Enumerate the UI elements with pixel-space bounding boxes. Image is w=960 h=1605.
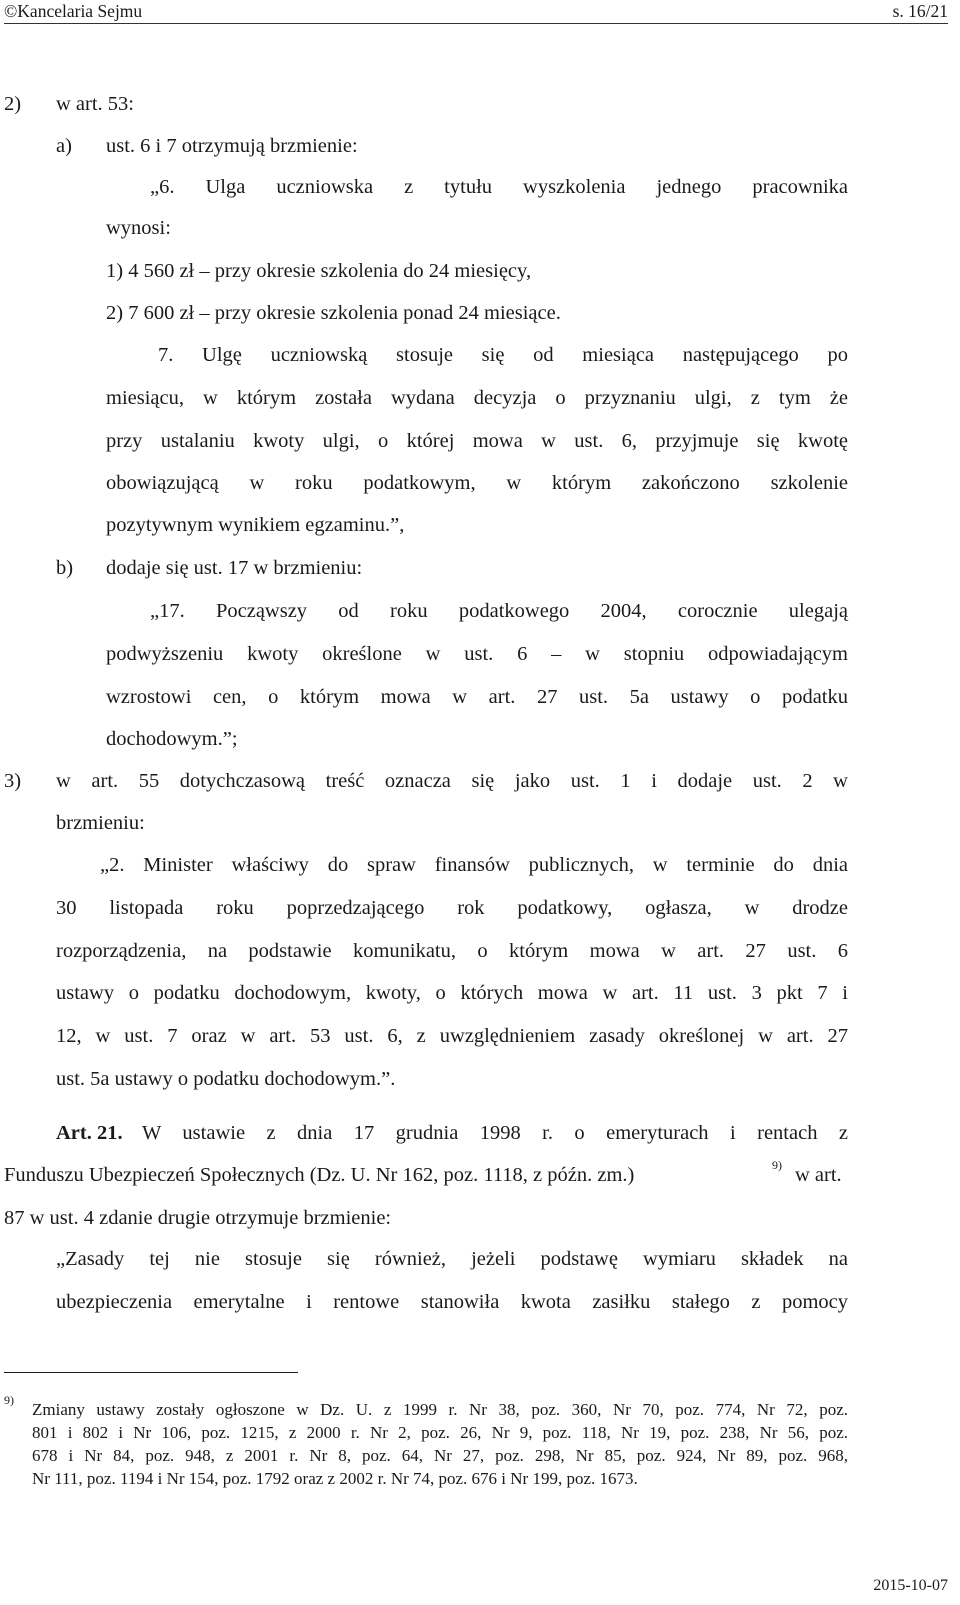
- page-header: [4, 0, 948, 23]
- text-line: ustawy o podatku dochodowym, kwoty, o których mowa w art. 11 ust. 3 pkt 7 i: [56, 982, 848, 1004]
- text-line: 30 listopada roku poprzedzającego rok podatkowy, ogłasza, w drodze: [56, 897, 848, 919]
- header-page-number: s. 16/21: [892, 1, 948, 21]
- text-line: „6. Ulga uczniowska z tytułu wyszkolenia jednego pracownika: [150, 176, 848, 198]
- article-number: Art. 21.: [56, 1122, 123, 1144]
- text-line: obowiązującą w roku podatkowym, w którym zakończono szkolenie: [106, 472, 848, 494]
- footnote-rule: [4, 1372, 298, 1373]
- footnote-line: 678 i Nr 84, poz. 948, z 2001 r. Nr 8, poz. 64, Nr 27, poz. 298, Nr 85, poz. 924, Nr 89, poz. 968,: [32, 1446, 848, 1465]
- text-line: podwyższeniu kwoty określone w ust. 6 – w stopniu odpowiadającym: [106, 643, 848, 665]
- footnote-ref: 9): [772, 1158, 782, 1172]
- text-line: w art.: [795, 1164, 842, 1186]
- header-rule: [4, 23, 948, 24]
- text-line: dochodowym.”;: [106, 728, 238, 750]
- header-source: ©Kancelaria Sejmu: [4, 1, 143, 21]
- text-line: przy ustalaniu kwoty ulgi, o której mowa w ust. 6, przyjmuje się kwotę: [106, 430, 848, 452]
- text-line: 87 w ust. 4 zdanie drugie otrzymuje brzmienie:: [4, 1207, 392, 1229]
- text-line: Funduszu Ubezpieczeń Społecznych (Dz. U. Nr 162, poz. 1118, z późn. zm.): [4, 1164, 635, 1186]
- text-line: 7. Ulgę uczniowską stosuje się od miesiąca następującego po: [158, 344, 848, 366]
- text-line: W ustawie z dnia 17 grudnia 1998 r. o emeryturach i rentach z: [142, 1122, 848, 1144]
- text-line: miesiącu, w którym została wydana decyzja o przyznaniu ulgi, z tym że: [106, 387, 848, 409]
- text-line: pozytywnym wynikiem egzaminu.”,: [106, 514, 405, 536]
- text-line: w art. 53:: [56, 93, 134, 115]
- text-line: „17. Począwszy od roku podatkowego 2004, corocznie ulegają: [150, 600, 848, 622]
- footer-date: 2015-10-07: [873, 1577, 948, 1594]
- text-line: ubezpieczenia emerytalne i rentowe stanowiła kwota zasiłku stałego z pomocy: [56, 1291, 848, 1313]
- footnote-line: Zmiany ustawy zostały ogłoszone w Dz. U. z 1999 r. Nr 38, poz. 360, Nr 70, poz. 774, Nr 72, poz.: [32, 1400, 848, 1419]
- text-line: „Zasady tej nie stosuje się również, jeżeli podstawę wymiaru składek na: [56, 1248, 848, 1270]
- item-letter: b): [56, 557, 74, 579]
- text-line: ust. 5a ustawy o podatku dochodowym.”.: [56, 1068, 396, 1090]
- text-line: ust. 6 i 7 otrzymują brzmienie:: [106, 135, 358, 157]
- text-line: wzrostowi cen, o którym mowa w art. 27 ust. 5a ustawy o podatku: [106, 686, 848, 708]
- text-line: 1) 4 560 zł – przy okresie szkolenia do 24 miesięcy,: [106, 260, 532, 282]
- text-line: dodaje się ust. 17 w brzmieniu:: [106, 557, 363, 579]
- item-number: 2): [4, 93, 22, 115]
- text-line: wynosi:: [106, 217, 171, 239]
- text-line: 12, w ust. 7 oraz w art. 53 ust. 6, z uwzględnieniem zasady określonej w art. 27: [56, 1025, 848, 1047]
- text-line: w art. 55 dotychczasową treść oznacza się jako ust. 1 i dodaje ust. 2 w: [56, 770, 848, 792]
- footnote-mark: 9): [4, 1393, 14, 1407]
- footnote-line: 801 i 802 i Nr 106, poz. 1215, z 2000 r. Nr 2, poz. 26, Nr 9, poz. 118, Nr 19, poz. 238, Nr 56, poz.: [32, 1423, 848, 1442]
- text-line: „2. Minister właściwy do spraw finansów publicznych, w terminie do dnia: [100, 854, 848, 876]
- text-line: rozporządzenia, na podstawie komunikatu, o którym mowa w art. 27 ust. 6: [56, 940, 848, 962]
- text-line: 2) 7 600 zł – przy okresie szkolenia ponad 24 miesiące.: [106, 302, 561, 324]
- footnote-line: Nr 111, poz. 1194 i Nr 154, poz. 1792 oraz z 2002 r. Nr 74, poz. 676 i Nr 199, poz. 1673.: [32, 1469, 638, 1488]
- item-letter: a): [56, 135, 72, 157]
- text-line: brzmieniu:: [56, 812, 145, 834]
- item-number: 3): [4, 770, 22, 792]
